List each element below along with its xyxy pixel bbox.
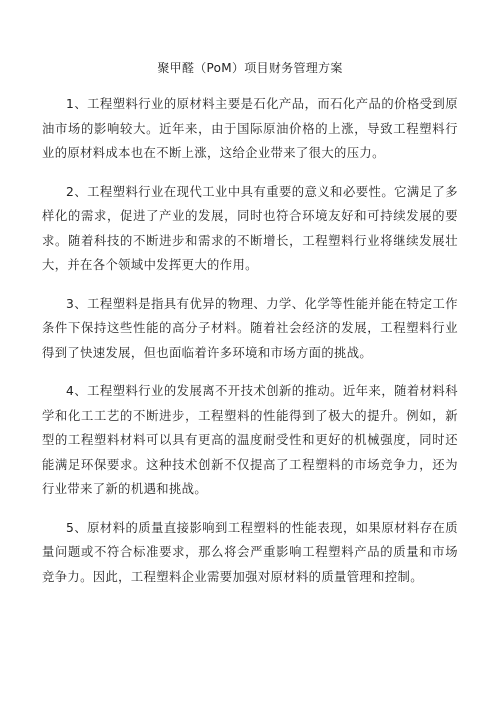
paragraph-3: 3、工程塑料是指具有优异的物理、力学、化学等性能并能在特定工作条件下保持这些性能的高分子材料。随着社会经济的发展，工程塑料行业得到了快速发展，但也面临着许多环境和市场方面的挑战。 [42,296,458,360]
paragraph-2: 2、工程塑料行业在现代工业中具有重要的意义和必要性。它满足了多样化的需求，促进了产业的发展，同时也符合环境友好和可持续发展的要求。随着科技的不断进步和需求的不断增长，工程塑料行业将继续发展壮大，并在各个领域中发挥更大的作用。 [42,184,458,272]
paragraph-5: 5、原材料的质量直接影响到工程塑料的性能表现，如果原材料存在质量问题或不符合标准要求，那么将会严重影响工程塑料产品的质量和市场竞争力。因此，工程塑料企业需要加强对原材料的质量管理和控制。 [42,520,458,584]
paragraph-4: 4、工程塑料行业的发展离不开技术创新的推动。近年来，随着材料科学和化工工艺的不断进步，工程塑料的性能得到了极大的提升。例如，新型的工程塑料材料可以具有更高的温度耐受性和更好的机械强度，同时还能满足环保要求。这种技术创新不仅提高了工程塑料的市场竞争力，还为行业带来了新的机遇和挑战。 [42,384,458,496]
document-body [42,92,458,603]
document-title: 聚甲醛（PoM）项目财务管理方案 [157,61,343,75]
paragraph-1: 1、工程塑料行业的原材料主要是石化产品，而石化产品的价格受到原油市场的影响较大。近年来，由于国际原油价格的上涨，导致工程塑料行业的原材料成本也在不断上涨，这给企业带来了很大的压力。 [42,97,458,160]
